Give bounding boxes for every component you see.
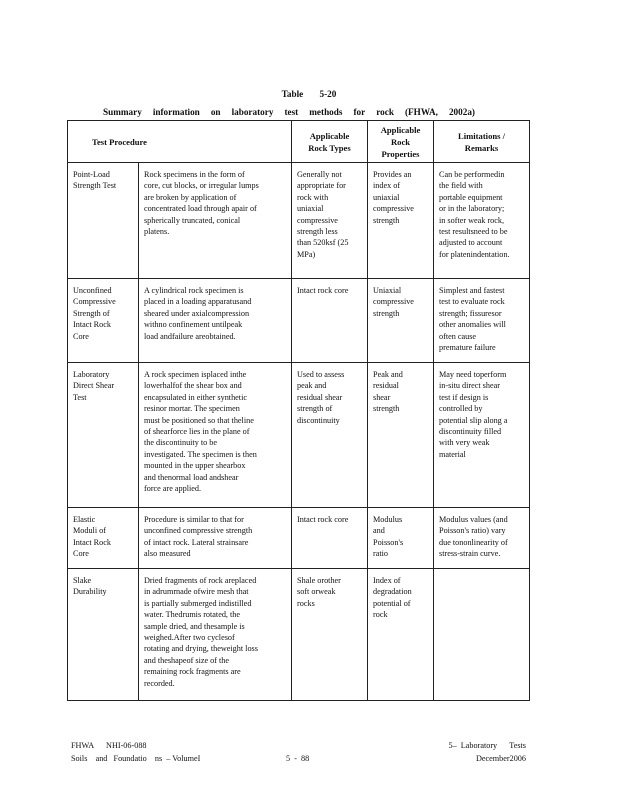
- cell-remarks: [434, 569, 530, 701]
- footer-date: December2006: [475, 754, 526, 763]
- cell-procedure: Elastic Moduli of Intact Rock Core: [68, 508, 139, 569]
- caption-word: methods: [309, 107, 343, 117]
- cell-remarks: May need toperform in-situ direct shear test if design is controlled by potential slip along a discontinuity filled with very weak material: [434, 363, 530, 508]
- header-limitations-remarks: Limitations / Remarks: [434, 121, 530, 163]
- header-rock-properties: Applicable Rock Properties: [368, 121, 434, 163]
- footer-right: [449, 739, 527, 765]
- footer-report-number: FHWA NHI-06-088: [71, 741, 147, 750]
- cell-rock-types: Intact rock core: [292, 279, 368, 363]
- footer-left: [71, 739, 200, 765]
- cell-procedure: Slake Durability: [68, 569, 139, 701]
- cell-procedure: Point-Load Strength Test: [68, 163, 139, 279]
- cell-rock-properties: Provides an index of uniaxial compressive strength: [368, 163, 434, 279]
- table-row: [68, 363, 530, 508]
- cell-description: Dried fragments of rock areplaced in adrumrnade ofwire mesh that is partially submerged indistilled water. Thedrumis rotated, the sample dried, and thesample is weighed.After two cyclesof rotating and drying, theweight loss and theshapeof size of the remaining rock fragments are recorded.: [139, 569, 292, 701]
- cell-rock-types: Shale orother soft orweak rocks: [292, 569, 368, 701]
- header-test-procedure: Test Procedure: [68, 121, 292, 163]
- footer-volume-title: Soils and Foundatio ns – VolumeI: [71, 754, 201, 763]
- caption-word: (FHWA,: [405, 107, 438, 117]
- cell-description: Procedure is similar to that for unconfined compressive strength of intact rock. Lateral strainsare also measured: [139, 508, 292, 569]
- table-row: [68, 508, 530, 569]
- cell-description: A rock specimen isplaced inthe lowerhalfof the shear box and encapsulated in either synthetic resinor mortar. The specimen must be positioned so that theline of shearforce lies in the plane of the discontinuity to be investigated. The specimen is then mounted in the upper shearbox and thenormal load andshear force are applied.: [139, 363, 292, 508]
- caption-word: for: [353, 107, 366, 117]
- header-rock-types: Applicable Rock Types: [292, 121, 368, 163]
- caption-word: Summary: [103, 107, 142, 117]
- table-label: Table: [281, 89, 304, 99]
- table-number: 5-20: [319, 89, 337, 99]
- caption-word: test: [284, 107, 299, 117]
- caption-word: laboratory: [231, 107, 274, 117]
- cell-procedure: Laboratory Direct Shear Test: [68, 363, 139, 508]
- cell-rock-properties: Index of degradation potential of rock: [368, 569, 434, 701]
- table-row: [68, 163, 530, 279]
- cell-description: A cylindrical rock specimen is placed in a loading apparatusand sheared under axialcompression withno confinement untilpeak load andfailure areobtained.: [139, 279, 292, 363]
- cell-description: Rock specimens in the form of core, cut blocks, or irregular lumps are broken by application of concentrated load through apair of spherically truncated, conical platens.: [139, 163, 292, 279]
- caption-word: rock: [376, 107, 394, 117]
- cell-rock-types: Used to assess peak and residual shear strength of discontinuity: [292, 363, 368, 508]
- cell-rock-properties: Uniaxial compressive strength: [368, 279, 434, 363]
- cell-rock-types: Generally not appropriate for rock with uniaxial compressive strength less than 520ksf (25 MPa): [292, 163, 368, 279]
- cell-remarks: Simplest and fastest test to evaluate rock strength; fissuresor other anomalies will often cause premature failure: [434, 279, 530, 363]
- table-caption-title: [103, 107, 475, 117]
- table-row: [68, 279, 530, 363]
- table-row: [68, 569, 530, 701]
- table-caption-number: [0, 89, 618, 99]
- caption-word: on: [210, 107, 221, 117]
- caption-word: 2002a): [448, 107, 475, 117]
- table-header-row: [68, 121, 530, 163]
- cell-remarks: Can be performedin the field with portable equipment or in the laboratory; in softer weak rock, test resultsneed to be adjusted to account for platenindentation.: [434, 163, 530, 279]
- cell-remarks: Modulus values (and Poisson's ratio) vary due tononlinearity of stress-strain curve.: [434, 508, 530, 569]
- cell-procedure: Unconfined Compressive Strength of Intact Rock Core: [68, 279, 139, 363]
- cell-rock-types: Intact rock core: [292, 508, 368, 569]
- cell-rock-properties: Modulus and Poisson's ratio: [368, 508, 434, 569]
- cell-rock-properties: Peak and residual shear strength: [368, 363, 434, 508]
- lab-test-summary-table: [67, 120, 530, 701]
- footer-chapter: 5– Laboratory Tests: [448, 741, 526, 750]
- caption-word: information: [152, 107, 200, 117]
- footer-page-number: 5 - 88: [286, 754, 310, 763]
